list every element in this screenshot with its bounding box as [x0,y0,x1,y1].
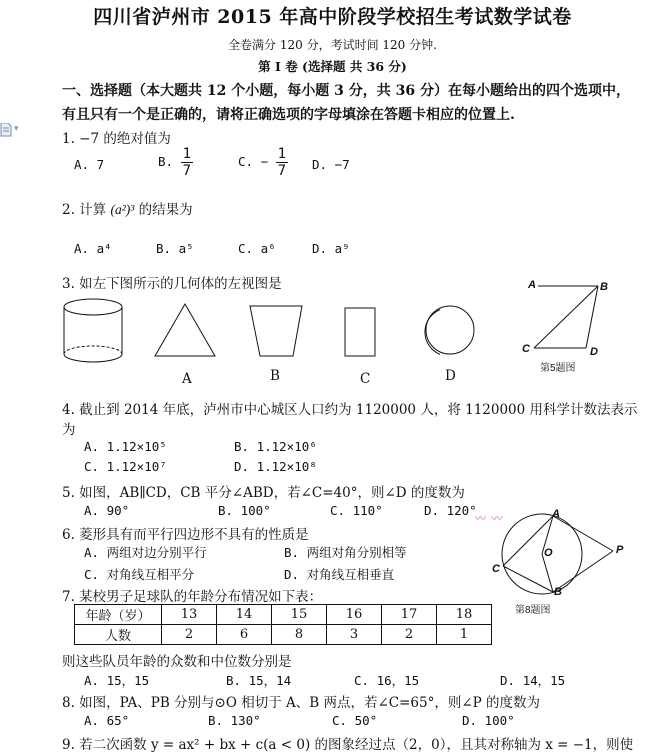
table-header-count: 人数 [75,625,162,645]
option-a-triangle [155,304,215,356]
q8-opt-a: A. 65° [84,713,130,728]
q7-opt-b: B. 15，14 [226,673,292,688]
q3-figures [60,296,440,386]
q8-stem: 8. 如图，PA、PB 分别与⊙O 相切于 A、B 两点，若∠C=65°，则∠P 的度数为 [62,695,541,711]
q7-opt-d: D. 14，15 [500,673,566,688]
table-row [75,605,492,625]
table-cell: 2 [382,625,437,645]
q7-opt-c: C. 16，15 [354,673,420,688]
q2-opt-c: C. a⁶ [238,241,276,256]
fig5-point-a: A [528,279,536,291]
table-cell: 13 [162,605,217,625]
table-row [75,625,492,645]
q1-opt-b: B. $\frac{1}{7}$ [158,146,192,180]
q5-stem: 5. 如图，AB∥CD，CB 平分∠ABD，若∠C=40°，则∠D 的度数为 [62,485,465,501]
q8-opt-d: D. 100° [462,713,515,728]
table-cell: 2 [162,625,217,645]
fig8-point-c: C [492,563,500,575]
q7-stem: 7. 某校男子足球队的年龄分布情况如下表： [62,589,323,605]
table-cell: 16 [327,605,382,625]
part-heading: 第 I 卷 (选择题 共 36 分) [258,59,407,74]
q4-line1: 4. 截止到 2014 年底，泸州市中心城区人口约为 1120000 人，将 1120000 用科学计数法表示 [62,402,638,418]
section-instruction-line1: 一、选择题（本大题共 12 个小题，每小题 3 分，共 36 分）在每小题给出的四个选项中， [62,83,630,99]
q6-opt-b: B. 两组对角分别相等 [284,545,407,560]
q2-opt-d: D. a⁹ [312,241,350,256]
q5-opt-c: C. 110° [330,503,383,518]
exam-subtitle: 全卷满分 120 分，考试时间 120 分钟. [228,38,437,52]
q4-opt-b: B. 1.12×10⁶ [234,439,317,454]
table-header-age: 年龄（岁） [75,605,162,625]
q2-opt-a: A. a⁴ [74,241,112,256]
q5-opt-b: B. 100° [218,503,271,518]
q4-opt-d: D. 1.12×10⁸ [234,459,317,474]
q3-stem: 3. 如左下图所示的几何体的左视图是 [62,276,282,292]
fig8-point-o: O [544,547,553,559]
option-b-trapezoid [250,306,302,356]
age-table [74,604,492,645]
q6-opt-d: D. 对角线互相垂直 [284,567,395,582]
q6-stem: 6. 菱形具有而平行四边形不具有的性质是 [62,527,309,543]
cylinder-figure [64,299,122,362]
q9-stem: 9. 若二次函数 y = ax² + bx + c(a < 0) 的图象经过点（2，0），且其对称轴为 x = −1，则使 [62,737,634,753]
fig8-point-b: B [554,586,562,598]
q8-opt-b: B. 130° [208,713,261,728]
table-cell: 3 [327,625,382,645]
q1-stem: 1. −7 的绝对值为 [62,131,171,147]
table-cell: 15 [272,605,327,625]
q3-label-c: C [360,371,371,387]
document-icon[interactable] [0,123,12,137]
section-instruction-line2: 有且只有一个是正确的，请将正确选项的字母填涂在答题卡相应的位置上. [62,107,515,123]
q1-opt-c: C. − $\frac{1}{7}$ [238,146,287,180]
q6-opt-a: A. 两组对边分别平行 [84,545,207,560]
fig5-caption: 第5题图 [540,363,576,374]
fig5-point-b: B [600,281,608,293]
q4-opt-c: C. 1.12×10⁷ [84,459,167,474]
q8-opt-c: C. 50° [332,713,378,728]
q7-opt-a: A. 15，15 [84,673,150,688]
q3-label-d: D [445,368,456,384]
q3-label-a: A [182,371,192,387]
q6-opt-c: C. 对角线互相平分 [84,567,195,582]
table-cell: 18 [437,605,492,625]
q5-opt-d: D. 120° [424,503,477,518]
table-cell: 14 [217,605,272,625]
q3-label-b: B [270,368,280,384]
q4-line2: 为 [62,422,76,438]
fig5-point-c: C [522,343,530,355]
q2-stem: 2. 计算 (a²)³ 的结果为 [62,202,193,218]
page-title: 四川省泸州市 2015 年高中阶段学校招生考试数学试卷 [93,6,572,28]
q1-opt-d: D. −7 [312,157,350,172]
table-cell: 6 [217,625,272,645]
q2-opt-b: B. a⁵ [156,241,194,256]
fig8-caption: 第8题图 [515,605,551,616]
option-c-rectangle [345,308,375,356]
q5-opt-a: A. 90° [84,503,130,518]
q4-opt-a: A. 1.12×10⁵ [84,439,167,454]
fig5-point-d: D [590,346,598,358]
fig8-point-p: P [616,544,624,556]
q1-opt-a: A. 7 [74,157,105,172]
table-cell: 8 [272,625,327,645]
q7-after: 则这些队员年龄的众数和中位数分别是 [62,654,292,670]
fig8-point-a: A [552,508,560,520]
table-cell: 17 [382,605,437,625]
table-cell: 1 [437,625,492,645]
option-d-figure [420,300,480,360]
proofing-squiggle: 〰 〰 [475,512,504,525]
chevron-down-icon[interactable]: ▾ [14,124,19,134]
